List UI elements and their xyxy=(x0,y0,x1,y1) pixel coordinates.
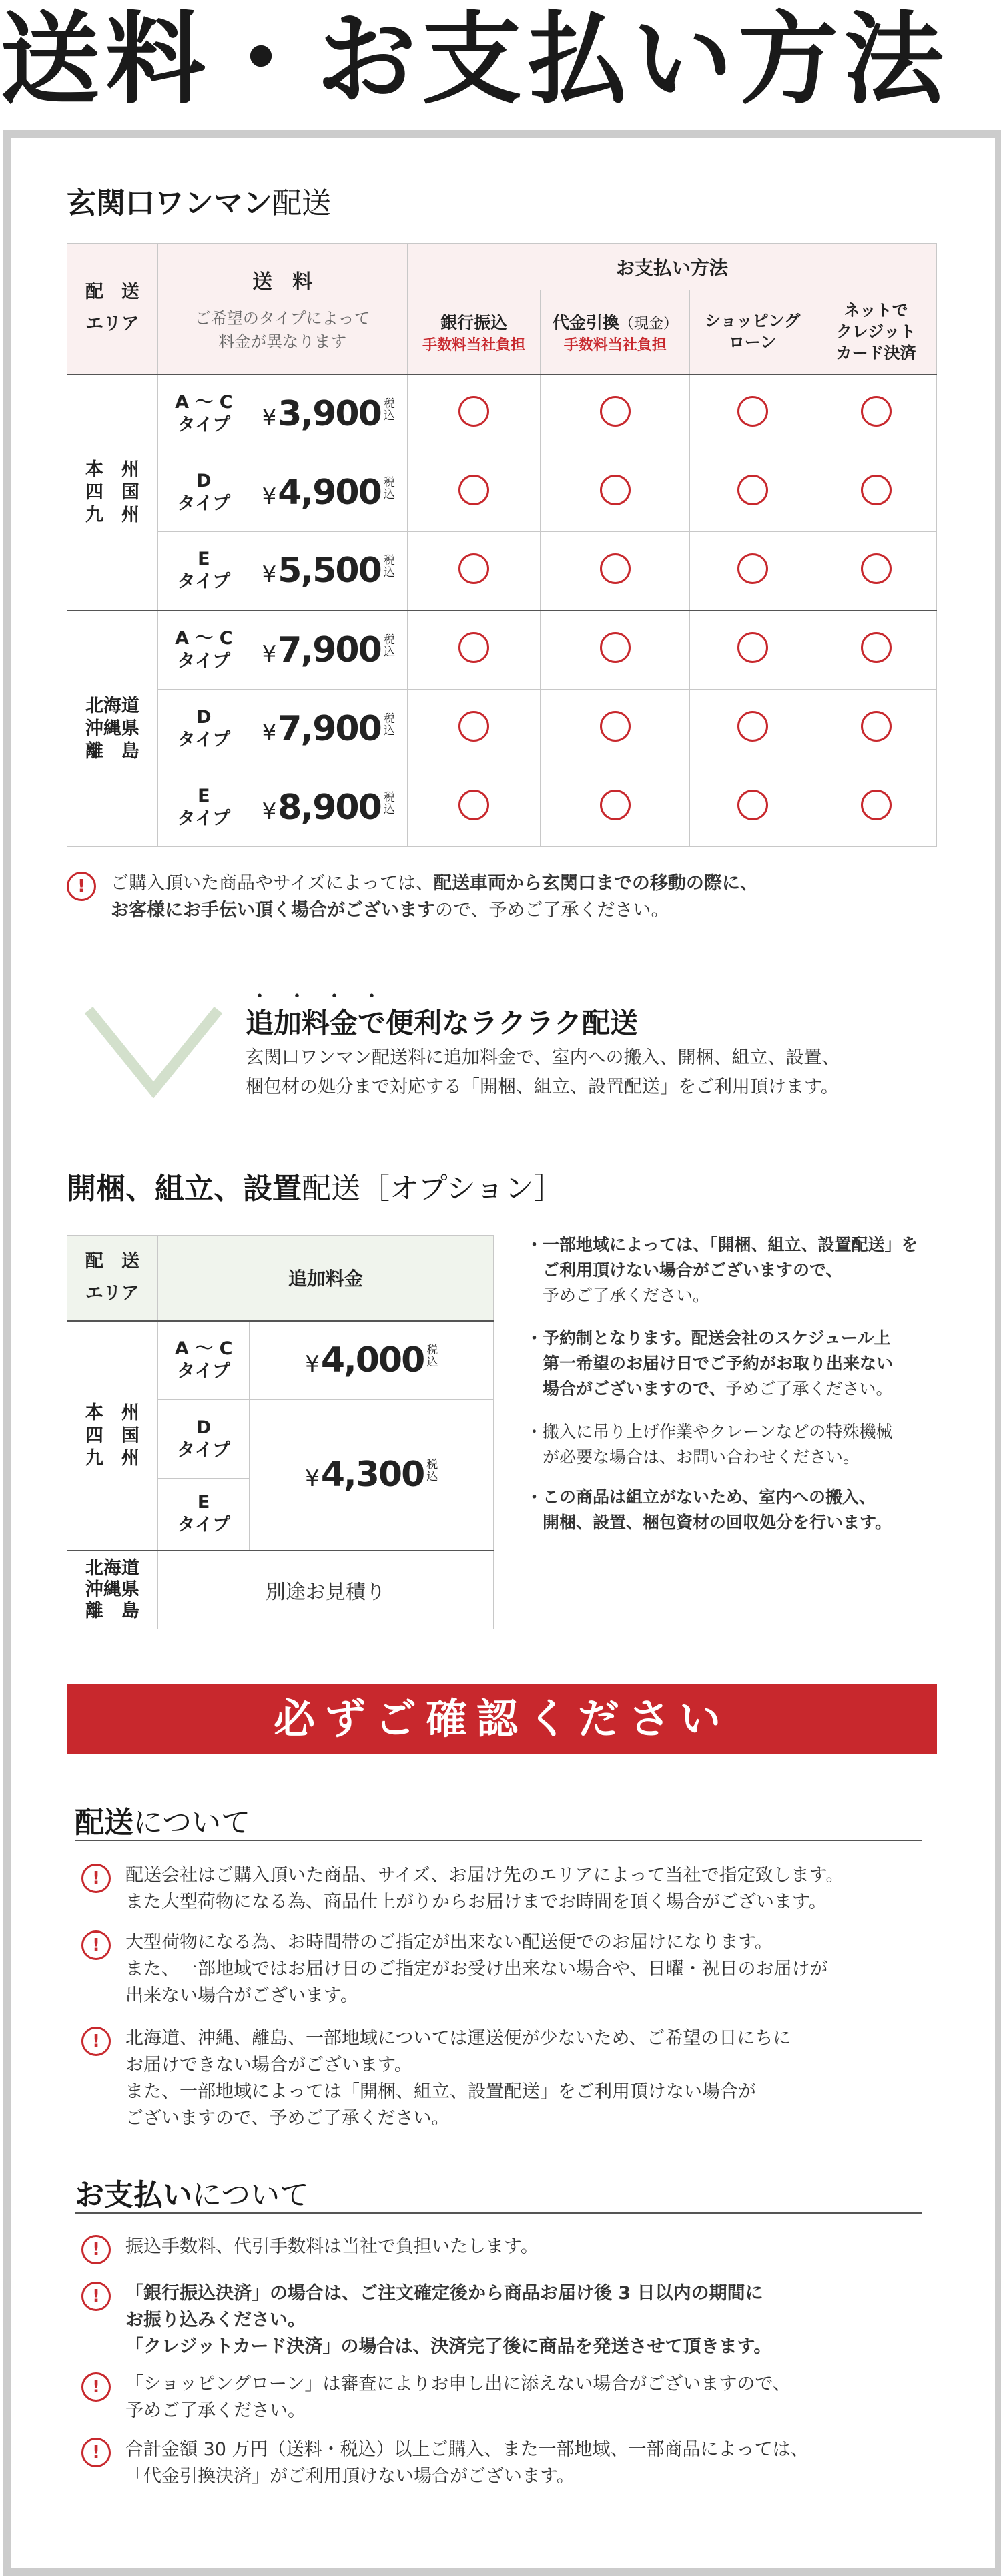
assembly-bullet xyxy=(526,1419,953,1470)
note-text: ので、予めご了承ください。 xyxy=(435,900,669,921)
note-text: ご購入頂いた商品やサイズによっては、 xyxy=(111,873,434,894)
type-cell xyxy=(157,374,250,453)
circle-mark-icon xyxy=(861,632,892,663)
tax-mark-line: 税 xyxy=(383,554,395,568)
item-line: 配送会社はご購入頂いた商品、サイズ、お届け先のエリアによって当社で指定致します。 xyxy=(125,1865,844,1886)
bullet-line: ・搬入に吊り上げ作業やクレーンなどの特殊機械 xyxy=(526,1422,893,1441)
shipping-section-title xyxy=(67,179,331,222)
availability-cell xyxy=(815,374,937,453)
availability-cell xyxy=(815,690,937,768)
method-cod xyxy=(541,290,690,374)
availability-cell xyxy=(541,532,690,611)
tax-mark-line: 税 xyxy=(383,397,395,411)
price-value: 4,300 xyxy=(320,1455,424,1495)
type-cell xyxy=(157,768,250,847)
desc-line: 梱包材の処分まで対応する「開梱、組立、設置配送」をご利用頂けます。 xyxy=(246,1077,839,1097)
circle-mark-icon xyxy=(737,711,768,742)
delivery-item xyxy=(125,1929,940,2009)
item-line: ございますので、予めご了承ください。 xyxy=(125,2108,450,2129)
payment-header: お支払い方法 xyxy=(407,244,936,290)
yen-sign: ¥ xyxy=(262,483,276,510)
type-cell xyxy=(157,532,250,611)
item-line: 振込手数料、代引手数料は当社で負担いたします。 xyxy=(125,2236,539,2257)
warning-icon: ! xyxy=(67,872,96,901)
price-value: 7,900 xyxy=(278,629,381,670)
area-line: 沖縄県 xyxy=(85,1579,139,1600)
assembly-other-quote: 別途お見積り xyxy=(157,1551,493,1629)
chevron-down-icon xyxy=(83,1005,224,1098)
tax-mark xyxy=(384,634,395,658)
area-line: 四 国 xyxy=(85,481,139,503)
type-line: E xyxy=(197,1492,210,1513)
area-cell-other xyxy=(67,611,158,847)
item-line: 予めご了承ください。 xyxy=(125,2400,306,2421)
payment-title-rest: について xyxy=(192,2178,310,2212)
circle-mark-icon xyxy=(600,711,631,742)
circle-mark-icon xyxy=(458,553,489,584)
type-line: タイプ xyxy=(177,1360,230,1382)
tax-mark xyxy=(384,477,395,501)
price-cell xyxy=(250,768,407,847)
item-line: 「銀行振込決済」の場合は、ご注文確定後から商品お届け後 3 日以内の期間に xyxy=(125,2283,763,2304)
availability-cell xyxy=(541,690,690,768)
type-line: タイプ xyxy=(177,414,231,435)
type-line: A ～ C xyxy=(175,627,233,649)
area-header-line: 配 送 xyxy=(85,1251,139,1272)
yen-sign: ¥ xyxy=(305,1350,318,1378)
method-loan: ショッピング ローン xyxy=(690,290,815,374)
circle-mark-icon xyxy=(737,790,768,820)
yen-sign: ¥ xyxy=(305,1465,318,1493)
assembly-area-other xyxy=(67,1551,158,1629)
page-title: 送料・お支払い方法 xyxy=(0,2,950,118)
tax-mark xyxy=(426,1344,438,1368)
item-line: お振り込みください。 xyxy=(125,2310,306,2330)
tax-mark-line: 込 xyxy=(383,724,395,738)
fee-header-label: 送 料 xyxy=(252,270,313,294)
circle-mark-icon xyxy=(600,553,631,584)
availability-cell xyxy=(541,453,690,532)
warning-icon: ! xyxy=(81,1930,111,1960)
type-line: タイプ xyxy=(177,1515,230,1536)
shipping-table xyxy=(67,243,937,847)
area-line: 北海道 xyxy=(85,1557,139,1579)
option-promo-desc xyxy=(246,1043,953,1102)
area-line: 九 州 xyxy=(85,1447,139,1469)
confirm-banner: 必ずご確認ください xyxy=(67,1684,937,1754)
area-line: 九 州 xyxy=(85,504,139,525)
circle-mark-icon xyxy=(600,632,631,663)
area-cell-main xyxy=(67,374,158,611)
area-header xyxy=(67,244,158,374)
price-cell xyxy=(250,374,407,453)
circle-mark-icon xyxy=(737,475,768,505)
circle-mark-icon xyxy=(458,711,489,742)
type-line: E xyxy=(198,549,210,570)
tax-mark xyxy=(384,398,395,422)
price-cell xyxy=(250,532,407,611)
circle-mark-icon xyxy=(458,475,489,505)
price-value: 8,900 xyxy=(278,787,381,828)
option-promo-title xyxy=(246,1001,638,1041)
tax-mark-line: 込 xyxy=(383,802,395,816)
availability-cell xyxy=(690,374,815,453)
area-header-line: 配 送 xyxy=(85,282,139,303)
item-line: お届けできない場合がございます。 xyxy=(125,2055,412,2075)
price-value: 7,900 xyxy=(278,708,381,749)
tax-mark-line: 込 xyxy=(383,487,395,501)
type-line: A ～ C xyxy=(174,1338,233,1359)
bullet-line: 開梱、設置、梱包資材の回収処分を行います。 xyxy=(526,1513,892,1532)
assembly-fee-header: 追加料金 xyxy=(157,1236,493,1321)
availability-cell xyxy=(407,690,541,768)
bullet-line: が必要な場合は、お問い合わせください。 xyxy=(526,1447,860,1467)
assembly-table xyxy=(67,1235,494,1629)
assembly-title-bold: 開梱、組立、設置 xyxy=(67,1172,302,1206)
yen-sign: ¥ xyxy=(262,640,276,668)
type-line: タイプ xyxy=(177,571,231,593)
type-line: タイプ xyxy=(177,650,231,672)
area-line: 沖縄県 xyxy=(85,718,139,739)
payment-section-title xyxy=(75,2171,309,2214)
tax-mark-line: 税 xyxy=(383,633,395,647)
availability-cell xyxy=(541,611,690,690)
area-line: 離 島 xyxy=(85,1600,139,1621)
price-value: 4,000 xyxy=(320,1340,424,1380)
type-line: タイプ xyxy=(177,493,231,514)
type-cell xyxy=(157,690,250,768)
item-line: 出来ない場合がございます。 xyxy=(125,1985,358,2006)
circle-mark-icon xyxy=(600,790,631,820)
assembly-title-rest: 配送［オプション］ xyxy=(302,1172,564,1206)
shipping-note xyxy=(111,870,938,924)
circle-mark-icon xyxy=(458,632,489,663)
type-line: タイプ xyxy=(177,808,231,829)
circle-mark-icon xyxy=(737,553,768,584)
circle-mark-icon xyxy=(861,790,892,820)
availability-cell xyxy=(407,768,541,847)
delivery-item xyxy=(125,1862,940,1916)
item-line: 北海道、沖縄、離島、一部地域については運送便が少ないため、ご希望の日にちに xyxy=(125,2028,791,2049)
type-cell xyxy=(157,611,250,690)
circle-mark-icon xyxy=(600,475,631,505)
delivery-title-underline xyxy=(75,1840,922,1841)
tax-mark-line: 税 xyxy=(426,1343,438,1357)
availability-cell xyxy=(690,611,815,690)
bullet-line: ・予約制となります。配送会社のスケジュール上 xyxy=(526,1328,891,1348)
warning-icon: ! xyxy=(81,1864,111,1893)
bullet-line: 第一希望のお届け日でご予約がお取り出来ない xyxy=(526,1354,894,1373)
warning-icon: ! xyxy=(81,2027,111,2056)
circle-mark-icon xyxy=(737,396,768,427)
tax-mark xyxy=(384,792,395,816)
warning-icon: ! xyxy=(81,2235,111,2264)
method-name: 代金引換 xyxy=(552,312,619,332)
availability-cell xyxy=(815,532,937,611)
type-line: D xyxy=(196,1416,212,1438)
price-value: 4,900 xyxy=(278,472,381,513)
method-name-suffix: （現金） xyxy=(619,315,678,332)
availability-cell xyxy=(690,768,815,847)
tax-mark-line: 税 xyxy=(383,712,395,726)
item-line: また、一部地域ではお届け日のご指定がお受け出来ない場合や、日曜・祝日のお届けが xyxy=(125,1959,828,1979)
delivery-title-bold: 配送 xyxy=(75,1806,133,1840)
circle-mark-icon xyxy=(861,711,892,742)
circle-mark-icon xyxy=(861,396,892,427)
availability-cell xyxy=(815,768,937,847)
type-cell xyxy=(157,1321,250,1400)
desc-line: 玄関口ワンマン配送料に追加料金で、室内への搬入、開梱、組立、設置、 xyxy=(246,1047,840,1068)
assembly-bullet xyxy=(526,1326,953,1402)
area-header-line: エリア xyxy=(85,1283,139,1304)
yen-sign: ¥ xyxy=(262,798,276,825)
method-note: 手数料当社負担 xyxy=(563,336,667,354)
note-text-bold: 配送車両から玄関口までの移動の際に、 xyxy=(433,873,758,894)
circle-mark-icon xyxy=(861,553,892,584)
availability-cell xyxy=(407,611,541,690)
tax-mark xyxy=(426,1459,438,1483)
warning-icon: ! xyxy=(81,2372,111,2402)
tax-mark xyxy=(384,555,395,579)
warning-icon: ! xyxy=(81,2282,111,2311)
fee-header-note: 料金が異なります xyxy=(218,332,347,352)
delivery-title-rest: について xyxy=(133,1806,251,1840)
method-name: 銀行振込 xyxy=(440,312,508,332)
assembly-bullet xyxy=(526,1232,953,1308)
area-line: 本 州 xyxy=(85,1402,139,1423)
area-line: 本 州 xyxy=(85,459,139,480)
payment-title-underline xyxy=(75,2212,922,2214)
bullet-line: ご利用頂けない場合がございますので、 xyxy=(526,1260,843,1280)
item-line: 「クレジットカード決済」の場合は、決済完了後に商品を発送させて頂きます。 xyxy=(125,2336,772,2357)
availability-cell xyxy=(690,690,815,768)
area-line: 四 国 xyxy=(85,1425,139,1446)
payment-item xyxy=(125,2436,940,2490)
delivery-item xyxy=(125,2025,940,2132)
fee-header-note: ご希望のタイプによって xyxy=(194,309,370,328)
shipping-title-rest: 配送 xyxy=(272,186,331,220)
bullet-line: ・一部地域によっては、「開梱、組立、設置配送」を xyxy=(526,1235,918,1254)
price-value: 3,900 xyxy=(278,393,381,434)
area-line: 北海道 xyxy=(85,695,139,716)
item-line: 大型荷物になる為、お時間帯のご指定が出来ない配送便でのお届けになります。 xyxy=(125,1932,773,1953)
shipping-title-bold: 玄関口ワンマン xyxy=(67,186,272,220)
item-line: 「代金引換決済」がご利用頂けない場合がございます。 xyxy=(125,2466,575,2487)
assembly-bullet xyxy=(526,1485,953,1535)
circle-mark-icon xyxy=(458,396,489,427)
method-note: 手数料当社負担 xyxy=(422,336,526,354)
type-line: D xyxy=(196,706,212,728)
bullet-line: ・この商品は組立がないため、室内への搬入、 xyxy=(526,1487,876,1507)
payment-title-bold: お支払い xyxy=(75,2178,192,2212)
circle-mark-icon xyxy=(861,475,892,505)
type-cell xyxy=(157,453,250,532)
price-cell xyxy=(250,690,407,768)
method-credit: ネットで クレジット カード決済 xyxy=(815,290,937,374)
assembly-area-main xyxy=(67,1321,158,1551)
circle-mark-icon xyxy=(458,790,489,820)
availability-cell xyxy=(407,374,541,453)
tax-mark-line: 込 xyxy=(383,645,395,659)
option-promo-title-bold: 追加料金 xyxy=(246,1007,358,1039)
tax-mark-line: 込 xyxy=(383,409,395,423)
type-line: A ～ C xyxy=(175,391,233,413)
availability-cell xyxy=(541,374,690,453)
tax-mark-line: 税 xyxy=(426,1458,438,1472)
availability-cell xyxy=(541,768,690,847)
price-cell xyxy=(250,1400,494,1551)
item-line: また大型荷物になる為、商品仕上がりからお届けまでお時間を頂く場合がございます。 xyxy=(125,1892,827,1912)
price-value: 5,500 xyxy=(278,551,381,591)
availability-cell xyxy=(815,611,937,690)
bullet-line: 予めご了承ください。 xyxy=(526,1286,710,1305)
delivery-section-title xyxy=(75,1798,250,1841)
type-line: D xyxy=(196,470,212,491)
circle-mark-icon xyxy=(737,632,768,663)
type-line: タイプ xyxy=(177,1439,230,1461)
tax-mark xyxy=(384,713,395,737)
assembly-area-header xyxy=(67,1236,158,1321)
tax-mark-line: 込 xyxy=(426,1470,438,1484)
payment-item xyxy=(125,2371,940,2424)
availability-cell xyxy=(690,532,815,611)
availability-cell xyxy=(815,453,937,532)
item-line: また、一部地域によっては「開梱、組立、設置配送」をご利用頂けない場合が xyxy=(125,2081,756,2102)
area-line: 離 島 xyxy=(85,740,139,762)
area-header-line: エリア xyxy=(85,314,139,335)
option-promo-title-rest: で便利なラクラク配送 xyxy=(358,1007,639,1039)
fee-header xyxy=(157,244,407,374)
emphasis-dots: ・・・・ xyxy=(250,985,399,1009)
circle-mark-icon xyxy=(600,396,631,427)
payment-item xyxy=(125,2234,940,2260)
bullet-line: 予めご了承ください。 xyxy=(725,1379,893,1398)
bullet-line: 場合がございますので、 xyxy=(526,1379,726,1398)
type-line: タイプ xyxy=(177,729,231,750)
availability-cell xyxy=(407,532,541,611)
yen-sign: ¥ xyxy=(262,561,276,589)
item-line: 合計金額 30 万円（送料・税込）以上ご購入、また一部地域、一部商品によっては、 xyxy=(125,2439,809,2460)
method-bank xyxy=(407,290,541,374)
type-cell xyxy=(157,1400,250,1479)
yen-sign: ¥ xyxy=(262,404,276,431)
price-cell xyxy=(250,611,407,690)
price-cell xyxy=(250,453,407,532)
payment-item xyxy=(125,2280,940,2360)
note-text-bold: お客様にお手伝い頂く場合がございます xyxy=(111,900,435,921)
availability-cell xyxy=(407,453,541,532)
yen-sign: ¥ xyxy=(262,719,276,746)
price-cell xyxy=(250,1321,494,1400)
type-line: E xyxy=(198,785,210,806)
item-line: 「ショッピングローン」は審査によりお申し出に添えない場合がございますので、 xyxy=(125,2374,791,2394)
tax-mark-line: 税 xyxy=(383,790,395,804)
type-cell xyxy=(157,1479,250,1551)
tax-mark-line: 込 xyxy=(426,1355,438,1369)
assembly-section-title xyxy=(67,1164,563,1207)
tax-mark-line: 税 xyxy=(383,475,395,489)
availability-cell xyxy=(690,453,815,532)
warning-icon: ! xyxy=(81,2438,111,2467)
tax-mark-line: 込 xyxy=(383,566,395,580)
